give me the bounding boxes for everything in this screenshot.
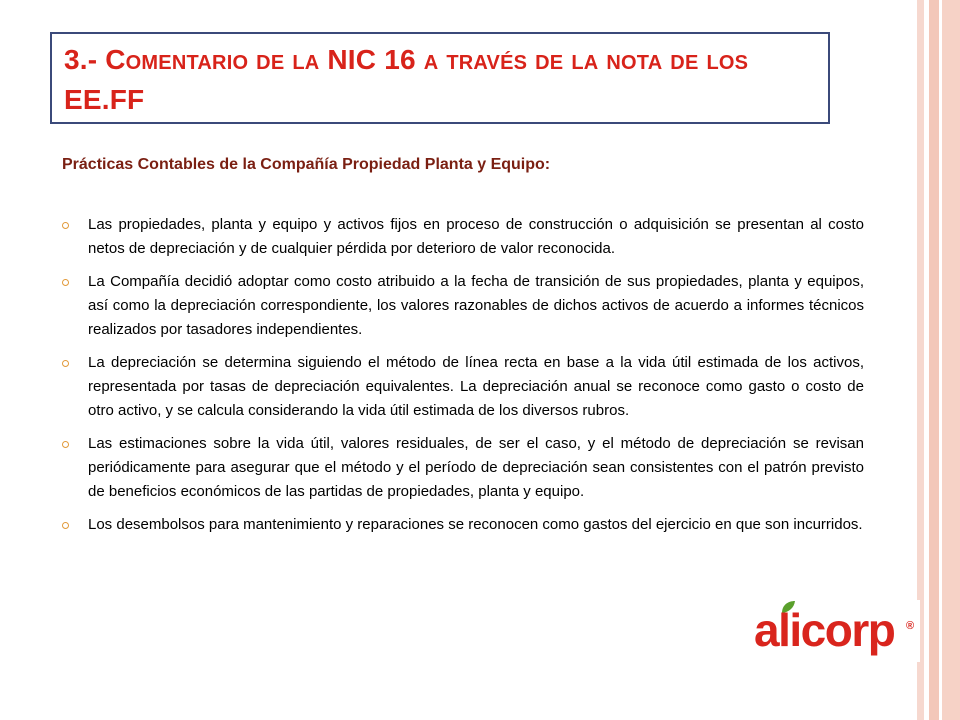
logo-text: alicorp xyxy=(754,604,895,656)
bullet-list xyxy=(62,213,864,546)
list-item-text: Los desembolsos para mantenimiento y reparaciones se reconocen como gastos del ejercicio en que son incurridos. xyxy=(88,516,863,533)
registered-mark: ® xyxy=(906,620,915,632)
bullet-icon xyxy=(62,360,69,367)
title-box xyxy=(50,32,830,124)
list-item-text: La depreciación se determina siguiendo el método de línea recta en base a la vida útil estimada de los activos, representada por tasas de depreciación equivalentes. La depreciación anual se reconoce como gasto o costo de otro activo, y se calcula considerando la vida útil estimada de los diversos rubros. xyxy=(88,354,864,419)
bullet-icon xyxy=(62,441,69,448)
bullet-icon xyxy=(62,522,69,529)
list-item-text: Las estimaciones sobre la vida útil, valores residuales, de ser el caso, y el método de depreciación se revisan periódicamente para asegurar que el método y el período de depreciación sean consistentes con el patrón previsto de beneficios económicos de las partidas de propiedades, planta y equipo. xyxy=(88,435,864,500)
list-item-text: La Compañía decidió adoptar como costo atribuido a la fecha de transición de sus propiedades, planta y equipos, así como la depreciación correspondiente, los valores razonables de dichos activos de acuerdo a informes técnicos realizados por tasadores independientes. xyxy=(88,273,864,338)
slide-title: 3.- Comentario de la NIC 16 a través de la nota de los EE.FF xyxy=(64,44,749,115)
list-item xyxy=(62,213,864,261)
alicorp-logo xyxy=(752,600,920,662)
bullet-icon xyxy=(62,222,69,229)
decor-stripe xyxy=(942,0,960,720)
list-item xyxy=(62,432,864,504)
list-item-text: Las propiedades, planta y equipo y activos fijos en proceso de construcción o adquisición se presentan al costo netos de depreciación y de cualquier pérdida por deterioro de valor reconocida. xyxy=(88,216,864,257)
list-item xyxy=(62,513,864,537)
list-item xyxy=(62,270,864,342)
decor-stripe xyxy=(929,0,939,720)
section-subtitle: Prácticas Contables de la Compañía Propiedad Planta y Equipo: xyxy=(62,156,551,173)
list-item xyxy=(62,351,864,423)
bullet-icon xyxy=(62,279,69,286)
